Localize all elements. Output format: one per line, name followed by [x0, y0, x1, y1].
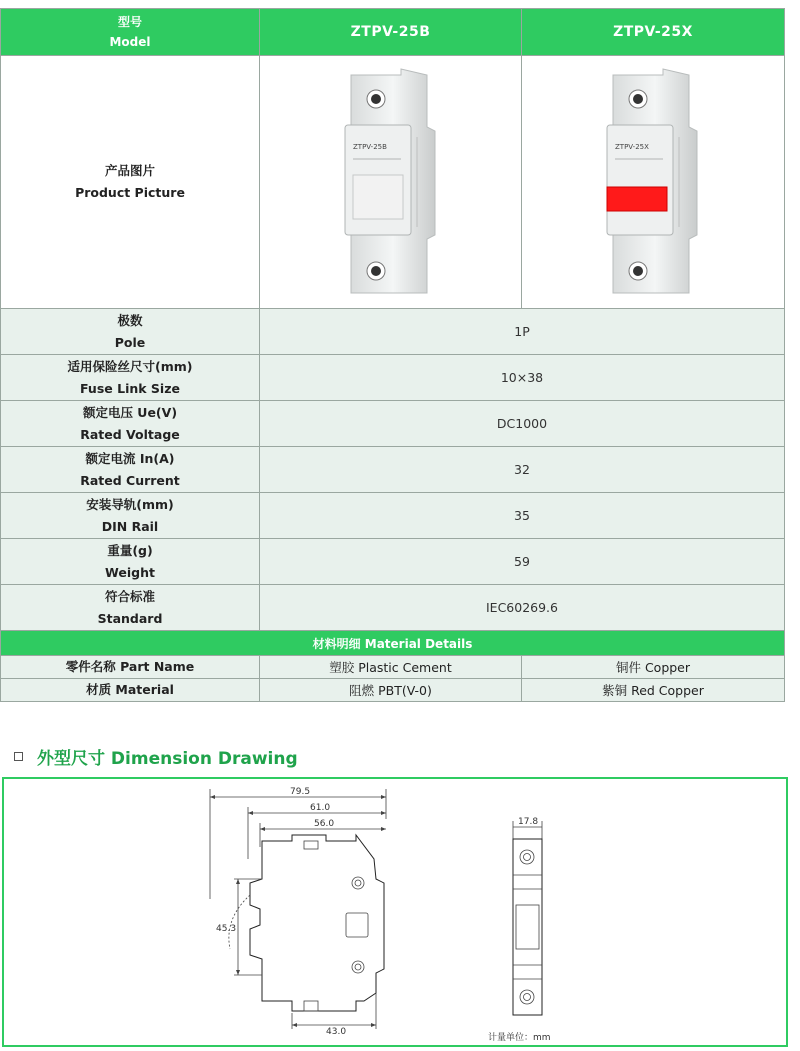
spec-label-en: DIN Rail: [101, 518, 159, 534]
spec-table: [0, 8, 785, 702]
spec-label-en: Fuse Link Size: [80, 380, 180, 396]
material-row-part-name: [1, 656, 785, 679]
spec-label-cn: 安装导轨(mm): [86, 496, 174, 512]
spec-row-weight: [1, 539, 785, 585]
spec-label-cn: 额定电流 In(A): [85, 450, 175, 466]
dim-total-label: 79.5: [290, 787, 311, 797]
material-row-value-a: 塑胶 Plastic Cement: [260, 656, 522, 679]
product-b-print: ZTPV-25X: [615, 143, 649, 151]
square-bullet-icon: [14, 752, 23, 761]
material-details-header: [1, 631, 785, 656]
spec-label-cn: 极数: [117, 312, 143, 328]
product-b-image: [593, 67, 713, 297]
spec-row-rated-current: [1, 447, 785, 493]
dimension-drawing-panel: [2, 777, 788, 1047]
spec-value: 1P: [260, 309, 785, 355]
dimension-drawing: [4, 779, 786, 1045]
spec-row-rated-voltage: [1, 401, 785, 447]
material-details-title: 材料明细 Material Details: [1, 631, 785, 656]
product-b-picture-cell: [522, 56, 785, 309]
spec-label-en: Rated Voltage: [80, 426, 180, 442]
material-row-value-a: 阻燃 PBT(V-0): [260, 679, 522, 702]
spec-label-cn: 符合标准: [104, 588, 155, 604]
picture-label-cell: [1, 56, 260, 309]
spec-value: 59: [260, 539, 785, 585]
product-b-name: ZTPV-25X: [522, 9, 785, 56]
spec-label-en: Weight: [105, 564, 155, 580]
spec-row-fuse-link-size: [1, 355, 785, 401]
spec-label-en: Rated Current: [80, 472, 180, 488]
header-row: [1, 9, 785, 56]
spec-value: IEC60269.6: [260, 585, 785, 631]
spec-row-din-rail: [1, 493, 785, 539]
spec-label-cn: 重量(g): [107, 542, 153, 558]
material-row-value-b: 铜件 Copper: [522, 656, 785, 679]
spec-value: 10×38: [260, 355, 785, 401]
product-a-image: [331, 67, 451, 297]
dim-left-label: 45.3: [216, 924, 237, 934]
dim-inner-label: 56.0: [314, 819, 335, 829]
spec-label-en: Standard: [97, 610, 163, 626]
spec-row-pole: [1, 309, 785, 355]
product-b-indicator-window: [607, 187, 667, 211]
spec-value: DC1000: [260, 401, 785, 447]
material-row-label: 材质 Material: [1, 679, 260, 702]
product-a-window: [353, 175, 403, 219]
dim-bottom-label: 43.0: [326, 1027, 347, 1037]
dim-width-label: 17.8: [518, 817, 539, 827]
dim-mid-label: 61.0: [310, 803, 331, 813]
product-a-picture-cell: [260, 56, 522, 309]
dimension-section-title: 外型尺寸 Dimension Drawing: [37, 749, 298, 769]
material-row-label: 零件名称 Part Name: [1, 656, 260, 679]
spec-label-cn: 适用保险丝尺寸(mm): [67, 358, 193, 374]
model-header-cell: [1, 9, 260, 56]
spec-label-en: Pole: [114, 334, 146, 350]
model-label-en: Model: [109, 35, 151, 49]
spec-value: 32: [260, 447, 785, 493]
model-label-cn: 型号: [117, 15, 142, 29]
dimension-section-heading: [14, 744, 298, 769]
picture-row: [1, 56, 785, 309]
picture-label-cn: 产品图片: [104, 163, 155, 178]
product-a-print: ZTPV-25B: [352, 143, 387, 151]
picture-label-en: Product Picture: [75, 185, 185, 200]
spec-row-standard: [1, 585, 785, 631]
material-row-value-b: 紫铜 Red Copper: [522, 679, 785, 702]
material-row-material: [1, 679, 785, 702]
spec-label-cn: 额定电压 Ue(V): [82, 404, 178, 420]
product-a-name: ZTPV-25B: [260, 9, 522, 56]
unit-note: 计量单位：mm: [488, 1033, 551, 1043]
spec-value: 35: [260, 493, 785, 539]
